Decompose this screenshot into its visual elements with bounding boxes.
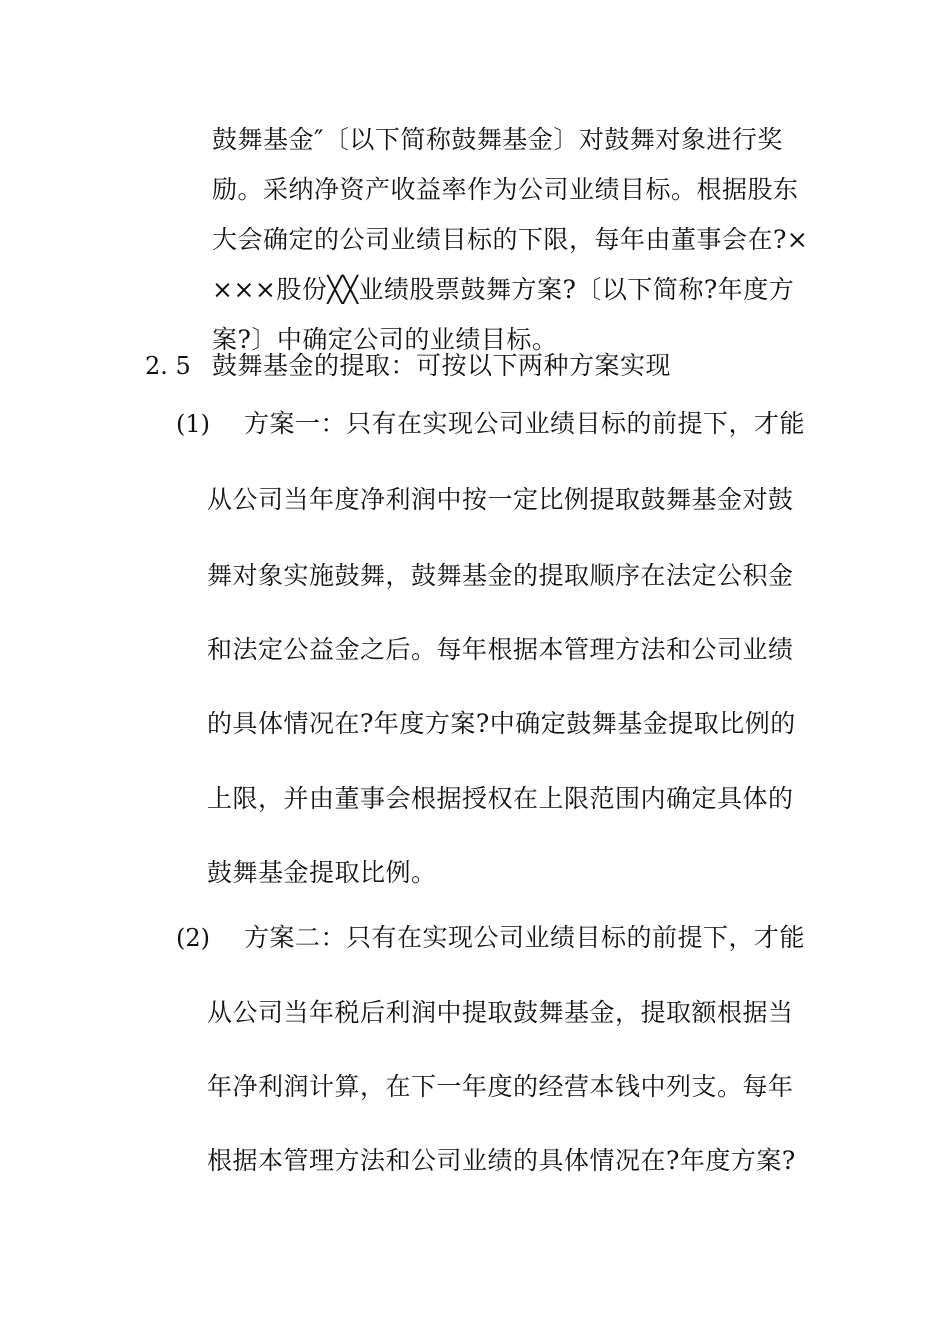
plan-one-line: 方案一：只有在实现公司业绩目标的前提下，才能 [244, 409, 806, 438]
plan-one-line: 上限，并由董事会根据授权在上限范围内确定具体的 [207, 784, 794, 813]
plan-two-line: 年净利润计算，在下一年度的经营本钱中列支。每年 [207, 1072, 794, 1101]
plan-one-line: 的具体情况在?年度方案?中确定鼓舞基金提取比例的 [207, 709, 796, 738]
intro-line: 鼓舞基金″〔以下简称鼓舞基金〕对鼓舞对象进行奖 [212, 125, 783, 154]
plan-one-line: 和法定公益金之后。每年根据本管理方法和公司业绩 [207, 635, 794, 664]
plan-one-line: 舞对象实施鼓舞，鼓舞基金的提取顺序在法定公积金 [207, 561, 794, 590]
intro-line: ×××股份╳╳业绩股票鼓舞方案?〔以下简称?年度方 [212, 275, 795, 304]
section-number: 2. 5 [145, 352, 191, 380]
plan-two-line: 方案二：只有在实现公司业绩目标的前提下，才能 [244, 923, 806, 952]
plan-one-marker: (1) [176, 410, 210, 438]
plan-one-line: 从公司当年度净利润中按一定比例提取鼓舞基金对鼓 [207, 485, 794, 514]
intro-line: 大会确定的公司业绩目标的下限，每年由董事会在?× [212, 225, 809, 254]
plan-two-line: 根据本管理方法和公司业绩的具体情况在?年度方案? [207, 1146, 796, 1175]
plan-two-marker: (2) [176, 924, 210, 952]
intro-line: 励。采纳净资产收益率作为公司业绩目标。根据股东 [212, 175, 799, 204]
plan-one-line: 鼓舞基金提取比例。 [207, 858, 437, 887]
plan-two-line: 从公司当年税后利润中提取鼓舞基金，提取额根据当 [207, 998, 794, 1027]
section-title: 鼓舞基金的提取：可按以下两种方案实现 [212, 351, 672, 380]
intro-line: 案?〕中确定公司的业绩目标。 [212, 325, 558, 354]
